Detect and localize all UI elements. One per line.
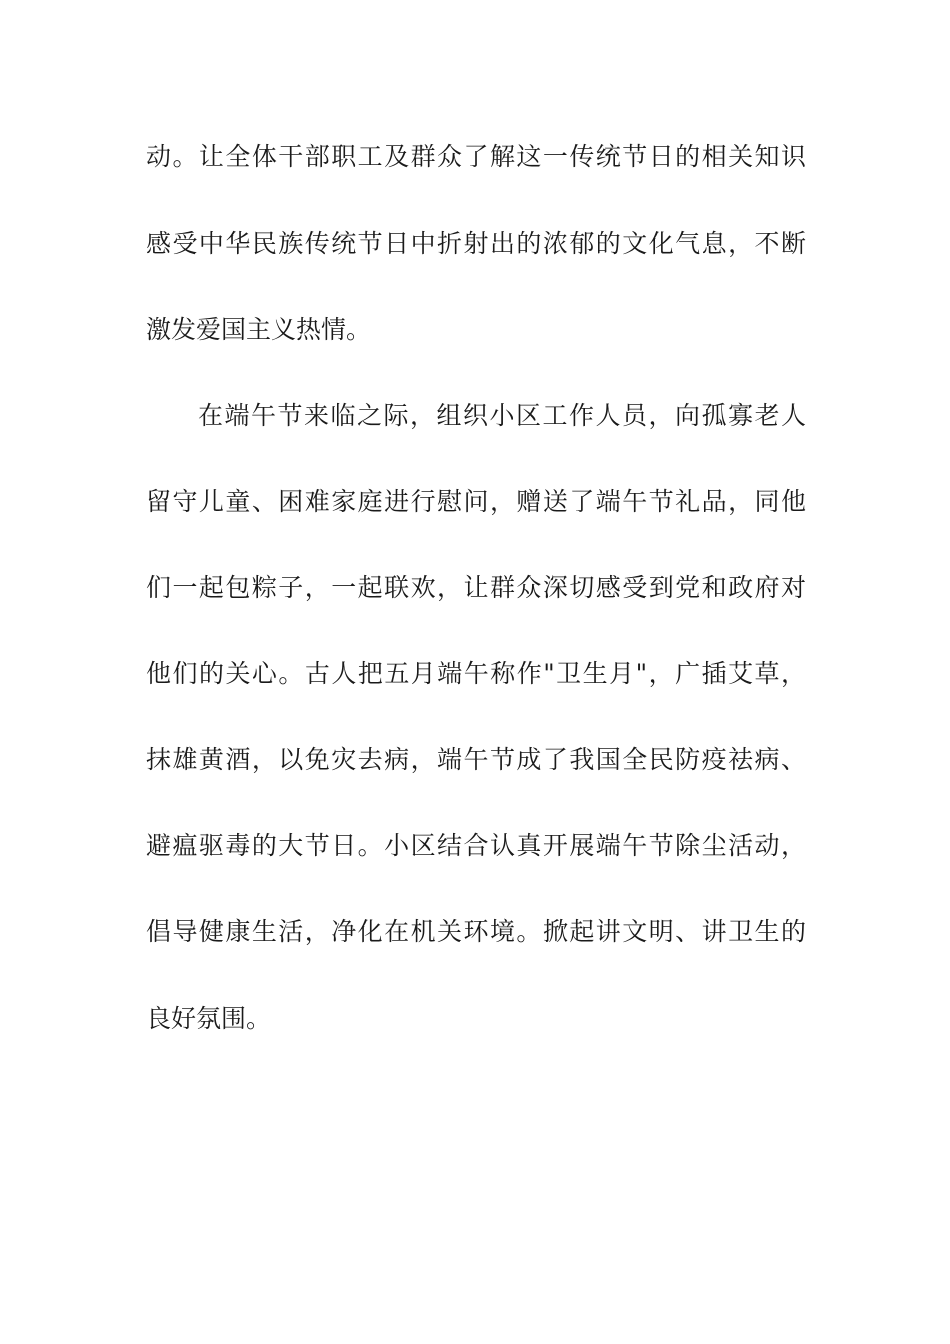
paragraph-2-line-1: 在端午节来临之际，组织小区工作人员，向孤寡老人 (198, 401, 806, 430)
paragraph-1-line-1: 动。让全体干部职工及群众了解这一传统节日的相关知识 (146, 142, 806, 171)
paragraph-1-line-2: 感受中华民族传统节日中折射出的浓郁的文化气息，不断 (146, 229, 806, 258)
paragraph-2-line-4: 他们的关心。古人把五月端午称作"卫生月"，广插艾草， (146, 659, 806, 688)
paragraph-2-line-2: 留守儿童、困难家庭进行慰问，赠送了端午节礼品，同他 (146, 487, 806, 516)
paragraph-2-line-3: 们一起包粽子，一起联欢，让群众深切感受到党和政府对 (146, 573, 806, 602)
paragraph-2-line-6: 避瘟驱毒的大节日。小区结合认真开展端午节除尘活动， (146, 831, 806, 860)
paragraph-1-line-3: 激发爱国主义热情。 (146, 315, 372, 344)
paragraph-2-line-8: 良好氛围。 (146, 1004, 272, 1033)
paragraph-2-line-7: 倡导健康生活，净化在机关环境。掀起讲文明、讲卫生的 (146, 917, 806, 946)
paragraph-2-line-5: 抹雄黄酒，以免灾去病，端午节成了我国全民防疫祛病、 (146, 745, 806, 774)
